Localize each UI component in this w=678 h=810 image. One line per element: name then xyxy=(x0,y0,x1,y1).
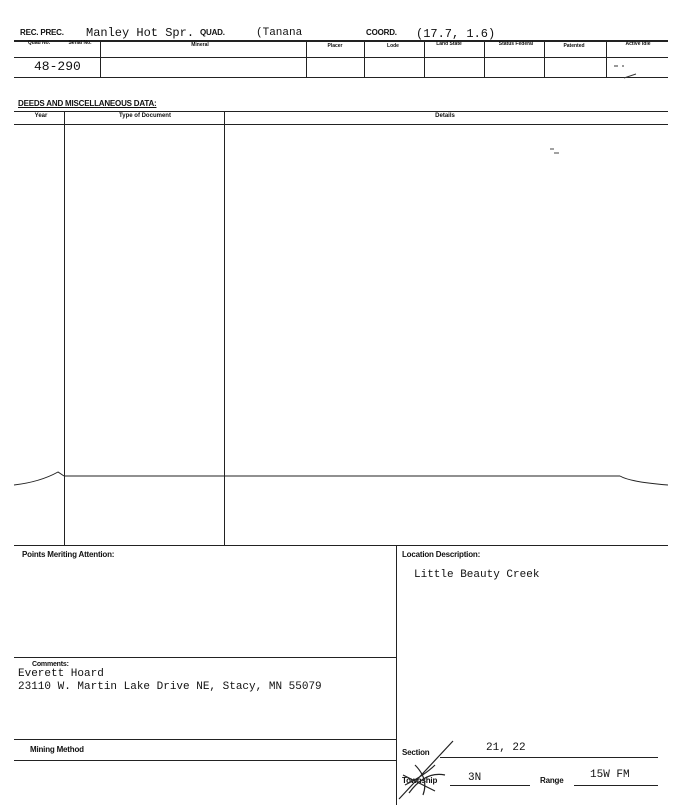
stray-mark-active xyxy=(612,62,642,82)
col-active-idle: Active Idle xyxy=(625,41,651,47)
rec-prec-value: Manley Hot Spr. xyxy=(86,26,195,40)
comments-line-1: Everett Hoard xyxy=(18,668,104,680)
township-value: 3N xyxy=(468,772,482,784)
comments-label: Comments: xyxy=(32,661,69,668)
fold-line xyxy=(0,462,678,496)
section-value: 21, 22 xyxy=(486,742,526,754)
location-description-label: Location Description: xyxy=(402,550,481,559)
section-label: Section xyxy=(402,748,430,757)
quad-no-value: 48-290 xyxy=(34,59,81,74)
col-mineral: Mineral xyxy=(191,42,209,48)
col-lode: Lode xyxy=(387,43,399,49)
deeds-header-bottom-rule xyxy=(14,124,668,125)
township-label: Township xyxy=(402,776,438,785)
range-label: Range xyxy=(540,776,564,785)
col-type-of-document: Type of Document xyxy=(119,113,171,119)
location-description-value: Little Beauty Creek xyxy=(414,569,540,581)
rec-prec-label: REC. PREC. xyxy=(20,28,64,37)
mining-method-rule xyxy=(14,760,396,761)
header-top-rule xyxy=(14,40,668,42)
col-land-state: Land State xyxy=(436,41,462,47)
comments-bottom-rule xyxy=(14,739,396,740)
col-year: Year xyxy=(34,113,48,119)
points-bottom-rule xyxy=(14,657,396,658)
col-quad-no: Quad No. xyxy=(27,40,51,46)
comments-line-2: 23110 W. Martin Lake Drive NE, Stacy, MN 55079 xyxy=(18,681,322,693)
deeds-header-top-rule xyxy=(14,111,668,112)
quad-value: (Tanana xyxy=(256,27,303,39)
coord-value: (17.7, 1.6) xyxy=(416,27,496,41)
quad-label: QUAD. xyxy=(200,28,225,37)
col-details: Details xyxy=(435,113,455,119)
handwritten-scribble xyxy=(395,735,465,805)
header-mid-rule xyxy=(14,57,668,58)
mining-method-label: Mining Method xyxy=(30,745,84,754)
col-patented: Patented xyxy=(563,43,585,49)
stray-mark-details xyxy=(548,146,562,156)
deeds-bottom-rule xyxy=(14,545,668,546)
col-serial-no: Serial No. xyxy=(68,40,92,46)
coord-label: COORD. xyxy=(366,28,397,37)
col-status-federal: Status Federal xyxy=(498,41,534,47)
range-value: 15W FM xyxy=(590,769,630,781)
points-meriting-label: Points Meriting Attention: xyxy=(22,550,115,559)
col-placer: Placer xyxy=(327,43,343,49)
deeds-title: DEEDS AND MISCELLANEOUS DATA: xyxy=(18,99,157,108)
header-bottom-rule xyxy=(14,77,668,78)
